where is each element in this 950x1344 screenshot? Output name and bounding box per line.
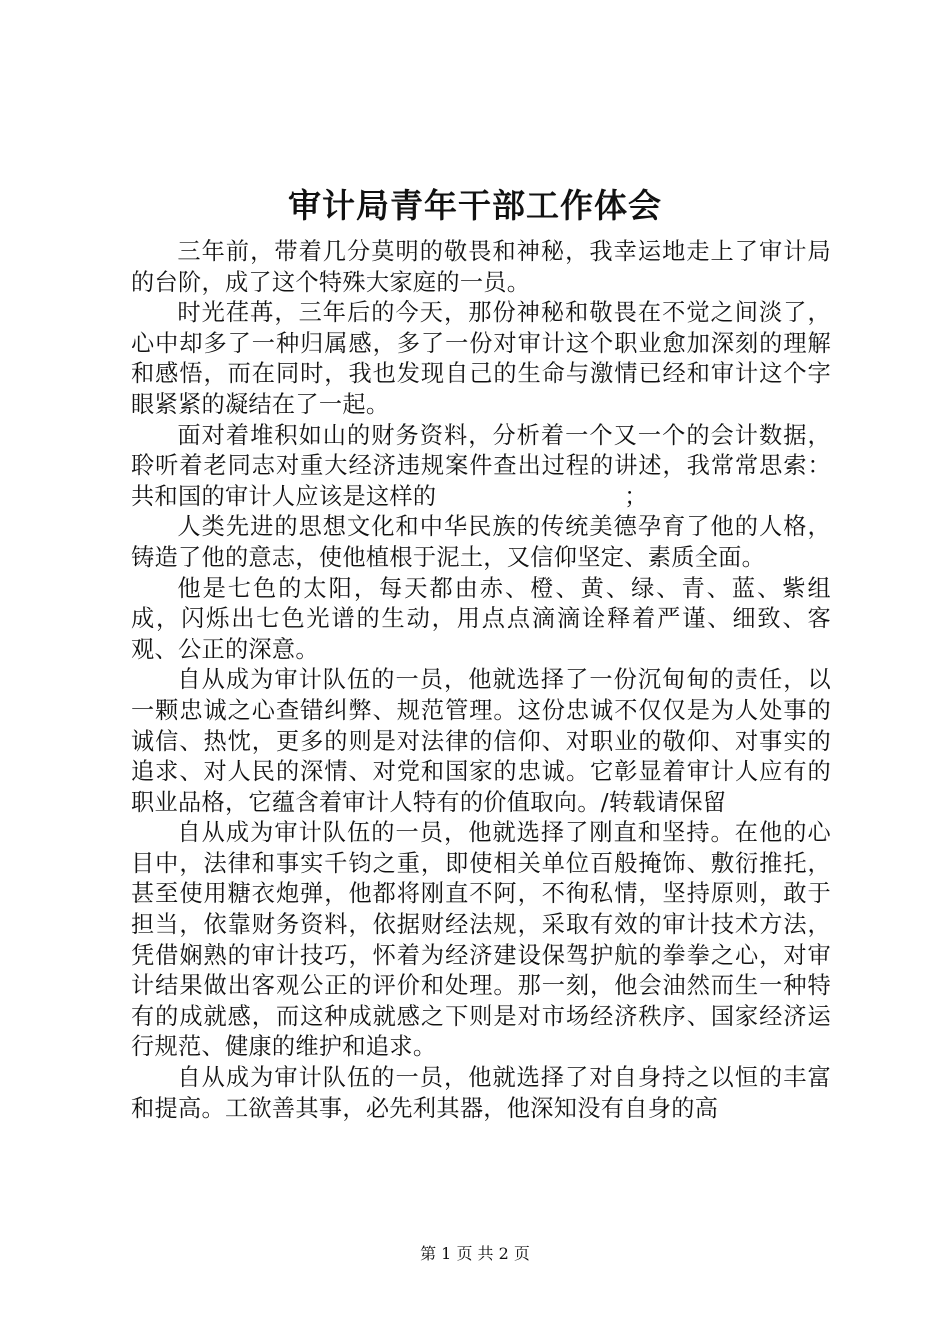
paragraph: 自从成为审计队伍的一员，他就选择了刚直和坚持。在他的心目中，法律和事实千钧之重，即使相关单位百般掩饰、敷衍推托，甚至使用糖衣炮弹，他都将刚直不阿，不徇私情，坚持原则，敢于担当，依靠财务资料，依据财经法规，采取有效的审计技术方法，凭借娴熟的审计技巧，怀着为经济建设保驾护航的拳拳之心，对审计结果做出客观公正的评价和处理。那一刻，他会油然而生一种特有的成就感，而这种成就感之下则是对市场经济秩序、国家经济运行规范、健康的维护和追求。: [131, 819, 831, 1061]
document-title: 审计局青年干部工作体会: [288, 186, 662, 225]
paragraph: 人类先进的思想文化和中华民族的传统美德孕育了他的人格，铸造了他的意志，使他植根于泥土，又信仰坚定、素质全面。: [131, 513, 831, 571]
document-body: [131, 237, 831, 1124]
paragraph: 面对着堆积如山的财务资料，分析着一个又一个的会计数据，聆听着老同志对重大经济违规案件查出过程的讲述，我常常思索：共和国的审计人应该是这样的 ；: [131, 421, 831, 510]
paragraph: 他是七色的太阳，每天都由赤、橙、黄、绿、青、蓝、紫组成，闪烁出七色光谱的生动，用点点滴滴诠释着严谨、细致、客观、公正的深意。: [131, 574, 831, 663]
paragraph: 时光荏苒，三年后的今天，那份神秘和敬畏在不觉之间淡了，心中却多了一种归属感，多了一份对审计这个职业愈加深刻的理解和感悟，而在同时，我也发现自己的生命与激情已经和审计这个字眼紧紧的凝结在了一起。: [131, 299, 831, 418]
page-number-footer: 第 1 页 共 2 页: [420, 1244, 530, 1263]
paragraph: 自从成为审计队伍的一员，他就选择了一份沉甸甸的责任，以一颗忠诚之心查错纠弊、规范管理。这份忠诚不仅仅是为人处事的诚信、热忱，更多的则是对法律的信仰、对职业的敬仰、对事实的追求、对人民的深情、对党和国家的忠诚。它彰显着审计人应有的职业品格，它蕴含着审计人特有的价值取向。/转载请保留: [131, 666, 831, 816]
paragraph: 三年前，带着几分莫明的敬畏和神秘，我幸运地走上了审计局的台阶，成了这个特殊大家庭的一员。: [131, 238, 831, 296]
paragraph: 自从成为审计队伍的一员，他就选择了对自身持之以恒的丰富和提高。工欲善其事，必先利其器，他深知没有自身的高: [131, 1064, 831, 1122]
